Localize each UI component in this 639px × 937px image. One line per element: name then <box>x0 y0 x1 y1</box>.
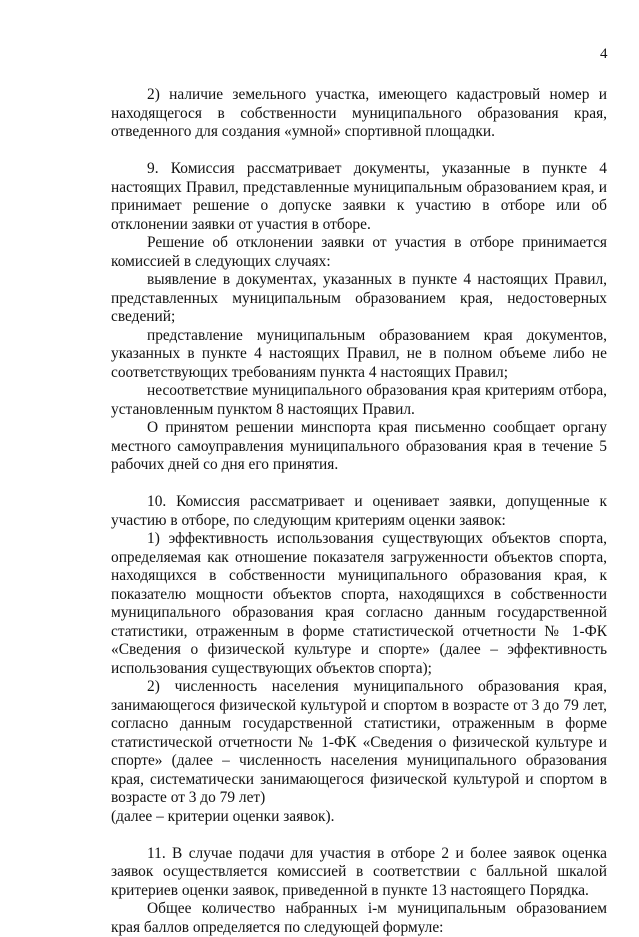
paragraph-rejection-intro: Решение об отклонении заявки от участия в отборе принимается комиссией в следующих случаях: <box>111 234 607 270</box>
paragraph-criteria-note: (далее – критерии оценки заявок). <box>111 807 335 825</box>
document-body <box>111 86 607 937</box>
paragraph-formula-intro: Общее количество набранных i-м муниципальным образованием края баллов определяется по следующей формуле: <box>111 900 607 936</box>
paragraph-section-11: 11. В случае подачи для участия в отборе 2 и более заявок оценка заявок осуществляется комиссией в соответствии с балльной шкалой критериев оценки заявок, приведенной в пункте 13 настоящего Порядка. <box>111 844 607 899</box>
paragraph-rejection-case-3: несоответствие муниципального образования края критериям отбора, установленным пунктом 8 настоящих Правил. <box>111 382 607 418</box>
page-number: 4 <box>600 46 608 62</box>
paragraph-section-10: 10. Комиссия рассматривает и оценивает заявки, допущенные к участию в отборе, по следующим критериям оценки заявок: <box>111 493 607 529</box>
paragraph-criterion-1: 1) эффективность использования существующих объектов спорта, определяемая как отношение показателя загруженности объектов спорта, находящихся в собственности муниципального образования края, к показателю мощности объектов спорта, находящихся в собственности муниципального образования края согласно данным государственной статистики, отраженным в форме статистической отчетности № 1-ФК «Сведения о физической культуре и спорте» (далее – эффективность использования существующих объектов спорта); <box>111 530 607 677</box>
paragraph-land-plot: 2) наличие земельного участка, имеющего кадастровый номер и находящегося в собственности муниципального образования края, отведенного для создания «умной» спортивной площадки. <box>111 86 607 140</box>
paragraph-rejection-case-1: выявление в документах, указанных в пункте 4 настоящих Правил, представленных муниципальным образованием края, недостоверных сведений; <box>111 271 607 325</box>
paragraph-rejection-case-2: представление муниципальным образованием края документов, указанных в пункте 4 настоящих Правил, не в полном объеме либо не соответствующих требованиям пункта 4 настоящих Правил; <box>111 326 607 381</box>
paragraph-section-9: 9. Комиссия рассматривает документы, указанные в пункте 4 настоящих Правил, представленные муниципальным образованием края, и принимает решение о допуске заявки к участию в отборе или об отклонении заявки от участия в отборе. <box>111 160 607 233</box>
paragraph-notification: О принятом решении минспорта края письменно сообщает органу местного самоуправления муниципального образования края в течение 5 рабочих дней со дня его принятия. <box>111 419 607 473</box>
paragraph-criterion-2: 2) численность населения муниципального образования края, занимающегося физической культурой и спортом в возрасте от 3 до 79 лет, согласно данным государственной статистики, отраженным в форме статистической отчетности № 1-ФК «Сведения о физической культуре и спорте» (далее – численность населения муниципального образования края, систематически занимающегося физической культурой и спортом в возрасте от 3 до 79 лет) <box>111 678 607 806</box>
